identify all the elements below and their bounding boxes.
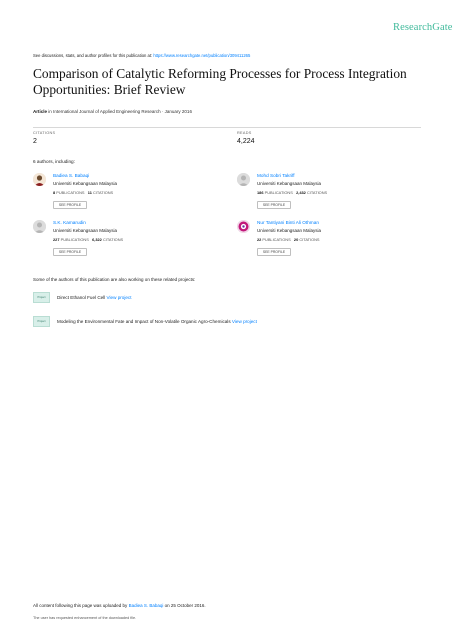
view-project-link[interactable]: View project — [106, 295, 132, 300]
meta-in: in — [48, 109, 52, 114]
project-thumbnail[interactable]: Project — [33, 292, 50, 303]
citations-label: CITATIONS — [299, 237, 320, 242]
author-institution: Universiti Kebangsaan Malaysia — [257, 181, 322, 186]
author-stats — [257, 190, 327, 195]
profile-notice-text: See discussions, stats, and author profiles for this publication at: — [33, 53, 154, 58]
publications-label: PUBLICATIONS — [264, 190, 293, 195]
default-avatar-icon — [237, 173, 250, 186]
project-name: Modeling the Environmental Fate and Impact of Non-Volatile Organic Agro-Chemicals — [57, 319, 231, 324]
author-name-link[interactable]: Badiea S. Babaqi — [53, 173, 90, 178]
publication-date: January 2016 — [164, 109, 192, 114]
publications-count: 186 — [257, 190, 264, 195]
publication-type: Article — [33, 109, 48, 114]
publications-count: 227 — [53, 237, 60, 242]
author-name-link[interactable]: S.K. Kamarudin — [53, 220, 86, 225]
researchgate-logo[interactable]: ResearchGate — [393, 22, 453, 33]
publications-count: 8 — [53, 190, 56, 195]
upload-notice — [33, 603, 206, 608]
author-institution: Universiti Kebangsaan Malaysia — [53, 181, 118, 186]
reads-count: 4,224 — [237, 138, 255, 145]
project-title — [57, 295, 132, 300]
author-institution: Universiti Kebangsaan Malaysia — [257, 228, 322, 233]
author-name-link[interactable]: Mohd Sobri Takriff — [257, 173, 295, 178]
citations-count: 2 — [33, 138, 37, 145]
citations-label: CITATIONS — [306, 190, 328, 195]
project-name: Direct Ethanol Fuel Cell — [57, 295, 106, 300]
author-institution: Universiti Kebangsaan Malaysia — [53, 228, 118, 233]
citations-label: CITATIONS — [92, 190, 114, 195]
publications-label: PUBLICATIONS — [60, 237, 89, 242]
avatar[interactable] — [33, 220, 46, 233]
author-stats — [257, 237, 320, 242]
journal-name: International Journal of Applied Engineering Research — [53, 109, 161, 114]
avatar[interactable] — [237, 173, 250, 186]
citations-label: CITATIONS — [102, 237, 124, 242]
upload-prefix: All content following this page was uploaded by — [33, 603, 129, 608]
divider — [33, 127, 421, 128]
citations-count: 6,322 — [92, 237, 102, 242]
see-profile-button[interactable]: SEE PROFILE — [257, 201, 291, 209]
publications-label: PUBLICATIONS — [56, 190, 85, 195]
author-stats — [53, 190, 113, 195]
author-photo-icon — [237, 220, 250, 233]
view-project-link[interactable]: View project — [231, 319, 257, 324]
see-profile-button[interactable]: SEE PROFILE — [257, 248, 291, 256]
author-photo-icon — [33, 173, 46, 186]
citations-count: 11 — [87, 190, 92, 195]
citations-label: CITATIONS — [33, 131, 56, 135]
projects-heading: Some of the authors of this publication are also working on these related projects: — [33, 277, 196, 282]
profile-notice — [33, 53, 250, 58]
citations-count: 20 — [293, 237, 299, 242]
publication-url-link[interactable]: https://www.researchgate.net/publication/309411265 — [153, 53, 251, 58]
authors-heading: 6 authors, including: — [33, 159, 75, 164]
uploader-link[interactable]: Badiea S. Babaqi — [128, 603, 164, 608]
meta-separator: · — [161, 109, 164, 114]
publication-title: Comparison of Catalytic Reforming Processes for Process Integration Opportunities: Brief Review — [33, 66, 407, 97]
see-profile-button[interactable]: SEE PROFILE — [53, 201, 87, 209]
upload-suffix: on 25 October 2016. — [163, 603, 206, 608]
enhancement-note: The user has requested enhancement of the downloaded file. — [33, 616, 137, 620]
project-title — [57, 319, 257, 324]
see-profile-button[interactable]: SEE PROFILE — [53, 248, 87, 256]
citations-count: 2,432 — [296, 190, 306, 195]
publications-label: PUBLICATIONS — [262, 237, 291, 242]
project-thumbnail[interactable]: Project — [33, 316, 50, 327]
reads-label: READS — [237, 131, 252, 135]
publications-count: 22 — [257, 237, 262, 242]
avatar[interactable] — [33, 173, 46, 186]
author-name-link[interactable]: Nur Tantiyani Binti Ali Othman — [257, 220, 319, 225]
default-avatar-icon — [33, 220, 46, 233]
author-stats — [53, 237, 123, 242]
avatar[interactable] — [237, 220, 250, 233]
publication-meta — [33, 109, 192, 114]
